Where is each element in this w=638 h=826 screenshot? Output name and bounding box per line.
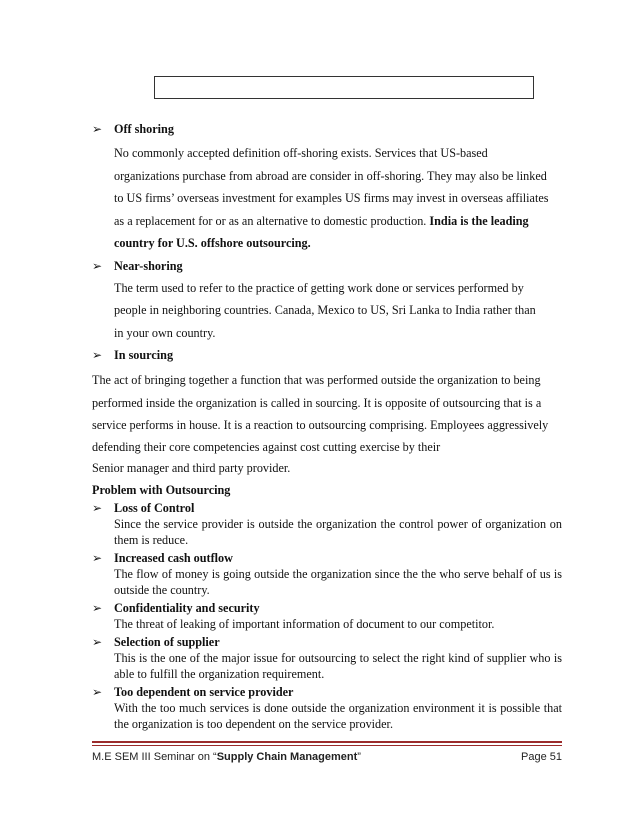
page-footer xyxy=(92,749,562,765)
problem-with-outsourcing-title: Problem with Outsourcing xyxy=(92,482,231,497)
text-line: people in neighboring countries. Canada, Mexico to US, Sri Lanka to India rather than xyxy=(114,303,536,317)
text-line: defending their core competencies against cost cutting exercise by their xyxy=(92,439,441,454)
in-sourcing-body xyxy=(92,369,572,501)
page-number: Page 51 xyxy=(521,751,562,763)
text-line: The act of bringing together a function that was performed outside the organization to being xyxy=(92,373,541,387)
arrow-bullet-icon: ➢ xyxy=(92,635,103,649)
text-line: The term used to refer to the practice of getting work done or services performed by xyxy=(114,280,524,295)
problem-heading: Confidentiality and security xyxy=(114,601,260,615)
problem-item xyxy=(92,500,562,548)
off-shoring-heading: ➢ Off shoring xyxy=(92,122,174,136)
arrow-bullet-icon: ➢ xyxy=(92,685,103,699)
off-shoring-body xyxy=(92,142,562,255)
text-line: performed inside the organization is called in sourcing. It is opposite of outsourcing that is a xyxy=(92,395,542,410)
problem-text: This is the one of the major issue for outsourcing to select the right kind of supplier who is able to fulfill the organization requirement. xyxy=(114,651,562,681)
page-content xyxy=(92,120,562,364)
near-shoring-body xyxy=(92,277,562,345)
problem-item xyxy=(92,684,562,732)
empty-text-box xyxy=(154,76,534,99)
footer-rule-thin xyxy=(92,745,562,746)
text-line: country for U.S. offshore outsourcing. xyxy=(114,236,311,250)
problem-heading: Loss of Control xyxy=(114,501,195,515)
arrow-bullet-icon: ➢ xyxy=(92,601,103,615)
problem-item xyxy=(92,600,562,632)
arrow-bullet-icon: ➢ xyxy=(92,348,103,362)
problem-text: Since the service provider is outside the organization the control power of organization on them is reduce. xyxy=(114,517,562,547)
problem-text: With the too much services is done outside the organization environment it is possible that the organization is too dependent on the service provider. xyxy=(114,701,562,731)
problems-list xyxy=(92,500,562,734)
problem-text: The threat of leaking of important information of document to our competitor. xyxy=(114,617,495,631)
arrow-bullet-icon: ➢ xyxy=(92,501,103,515)
text-line: organizations purchase from abroad are consider in off-shoring. They may also be linked xyxy=(114,168,547,183)
footer-rule-thick xyxy=(92,741,562,743)
text-line: as a replacement for or as an alternative to domestic production. India is the leading xyxy=(114,213,529,228)
text-line: Senior manager and third party provider. xyxy=(92,460,291,475)
arrow-bullet-icon: ➢ xyxy=(92,122,103,136)
footer-title: M.E SEM III Seminar on “Supply Chain Management” xyxy=(92,751,361,763)
in-sourcing-heading: ➢ In sourcing xyxy=(92,348,174,362)
problem-heading: Selection of supplier xyxy=(114,635,220,649)
arrow-bullet-icon: ➢ xyxy=(92,258,103,273)
text-line: service performs in house. It is a reaction to outsourcing comprising. Employees aggressively xyxy=(92,418,549,432)
problem-item xyxy=(92,550,562,598)
arrow-bullet-icon: ➢ xyxy=(92,551,103,565)
text-line: No commonly accepted definition off-shoring exists. Services that US-based xyxy=(114,146,488,160)
problem-heading: Too dependent on service provider xyxy=(114,685,294,699)
problem-item xyxy=(92,634,562,682)
text-line: to US firms’ overseas investment for examples US firms may invest in overseas affiliates xyxy=(114,191,549,205)
text-line: in your own country. xyxy=(114,325,216,340)
problem-text: The flow of money is going outside the organization since the the who serve behalf of us is outside the country. xyxy=(114,567,562,597)
problem-heading: Increased cash outflow xyxy=(114,551,233,565)
near-shoring-heading: ➢ Near-shoring xyxy=(92,258,183,273)
